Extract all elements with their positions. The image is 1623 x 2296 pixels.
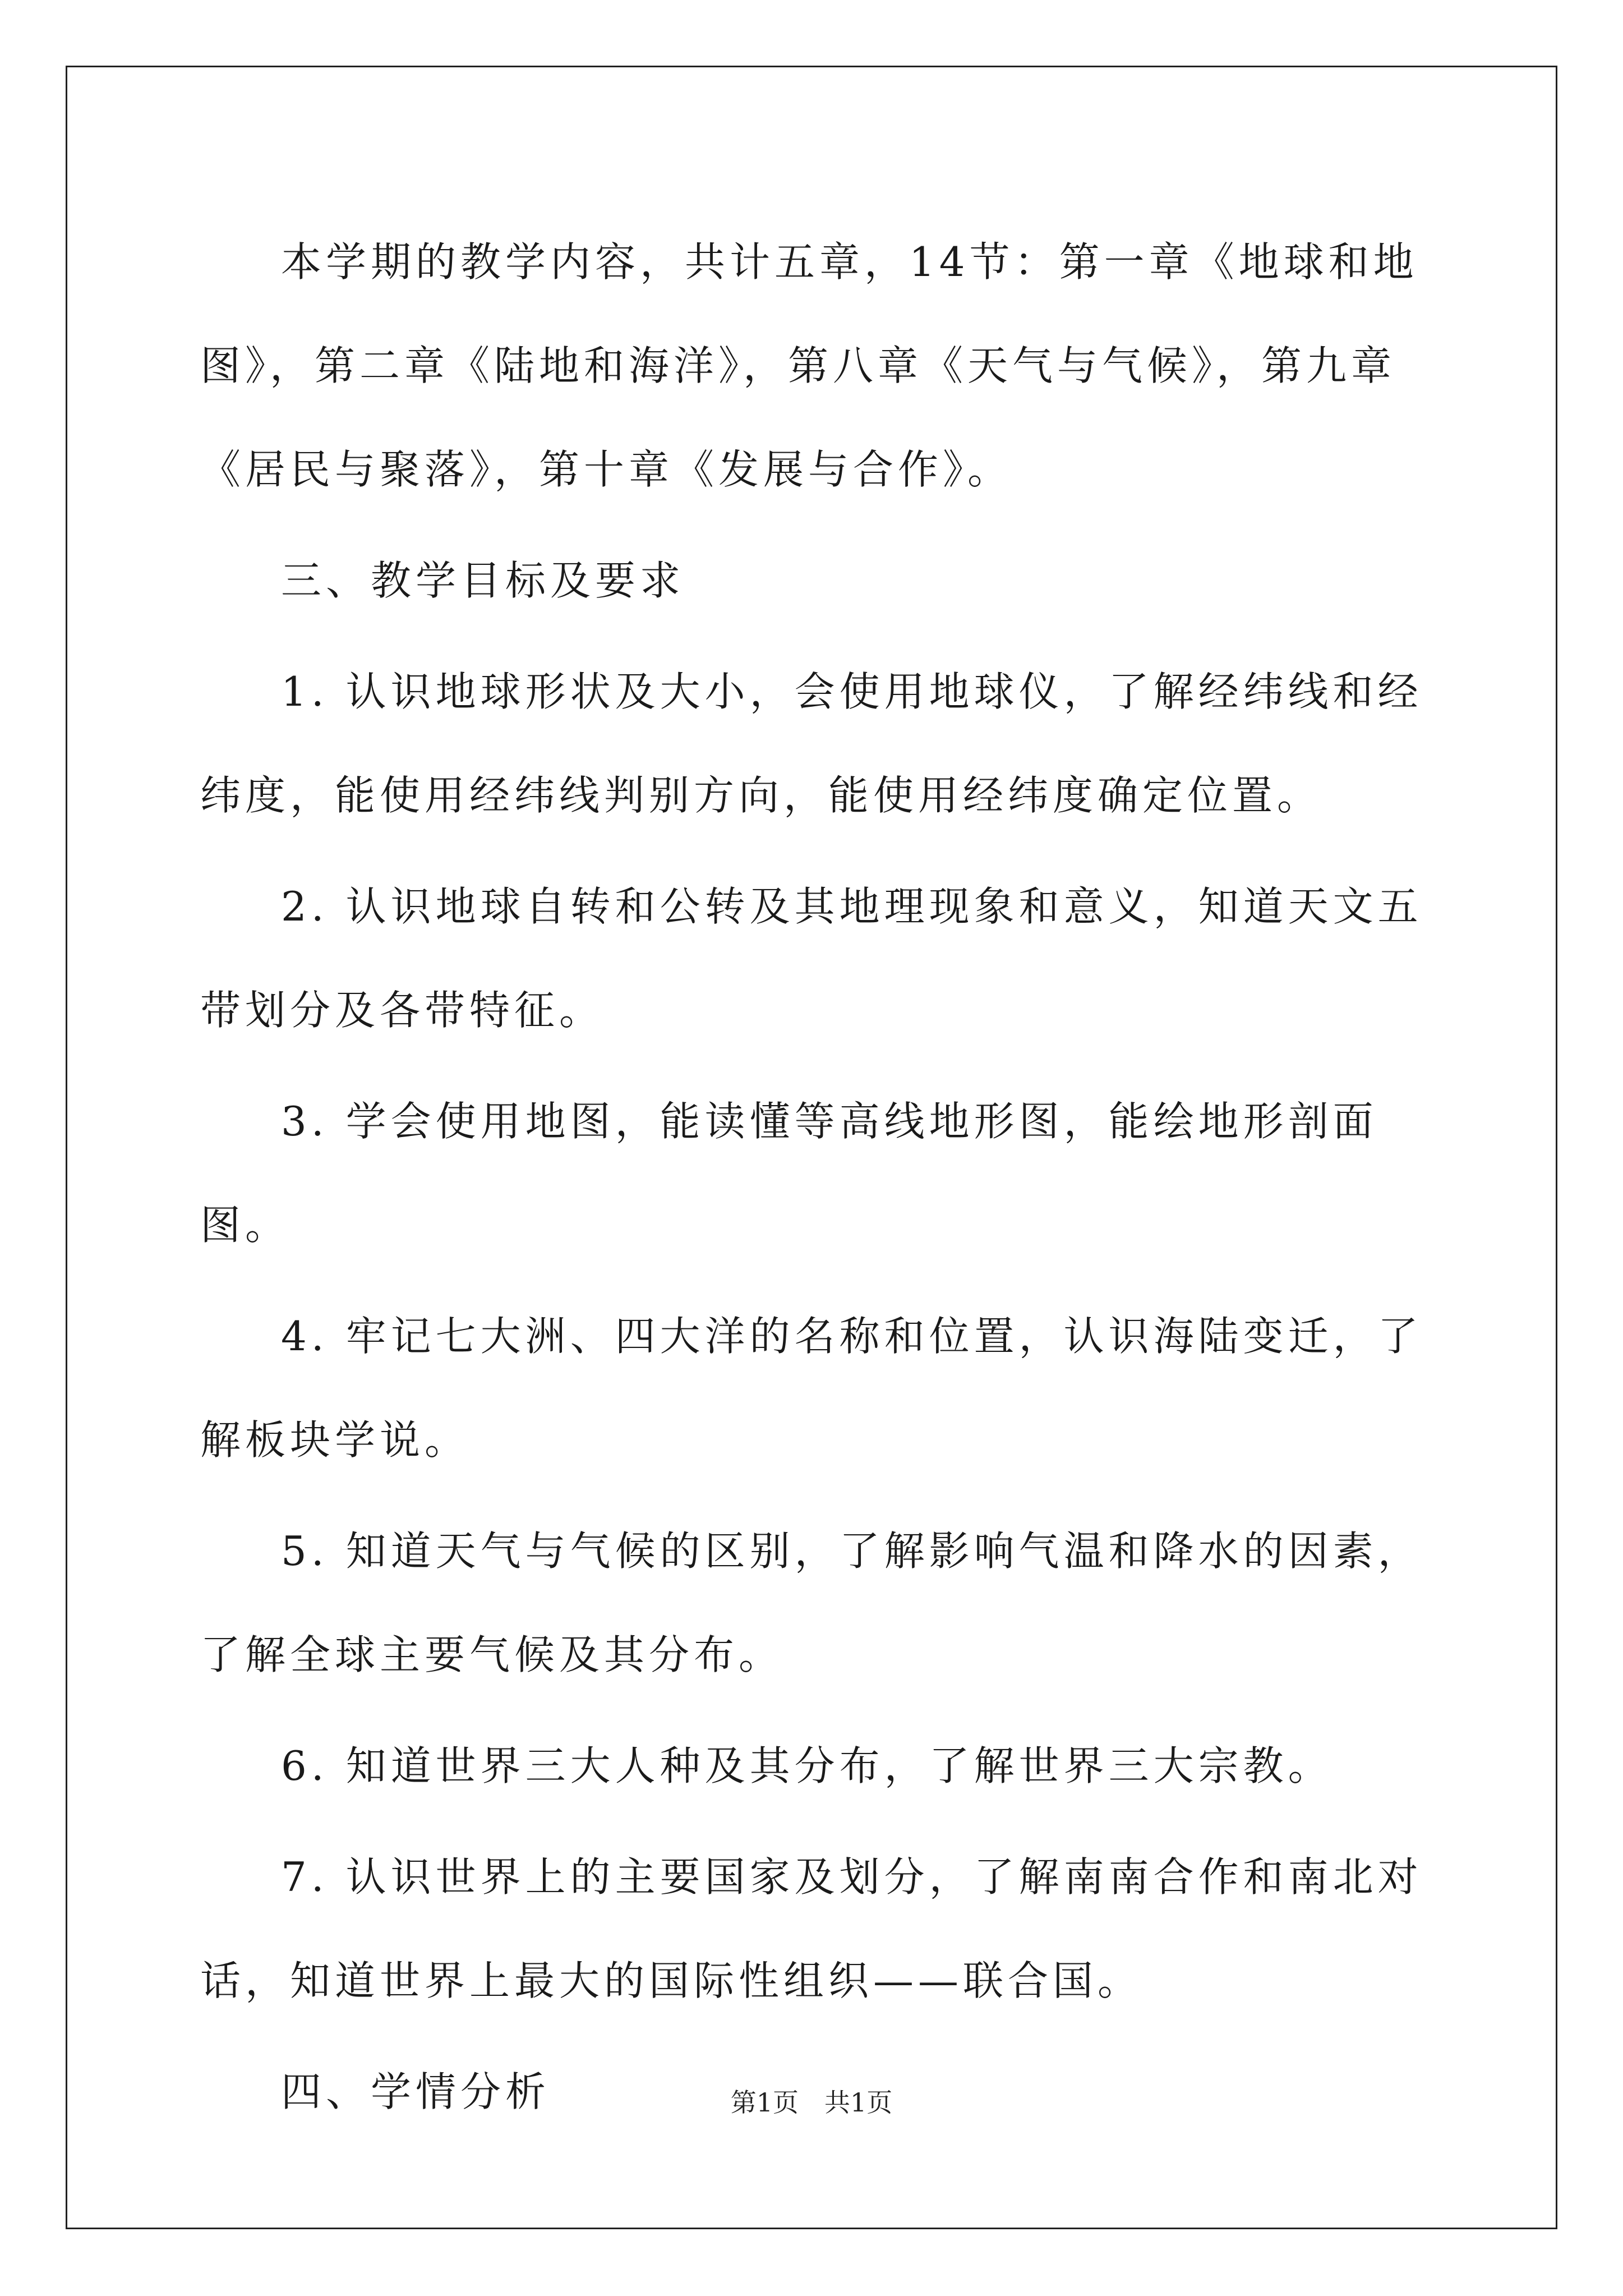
objective-item: 4. 牢记七大洲、四大洋的名称和位置，认识海陆变迁，了解板块学说。: [200, 1313, 1423, 1464]
page-total: 共1页: [824, 2087, 893, 2118]
objective-item: 1. 认识地球形状及大小，会使用地球仪，了解经纬线和经纬度，能使用经纬线判别方向，能使用经纬度确定位置。: [200, 668, 1423, 819]
objective-item: 6. 知道世界三大人种及其分布，了解世界三大宗教。: [281, 1742, 1333, 1789]
document-body: [200, 210, 1434, 2144]
heading-student-analysis: 四、学情分析: [281, 2068, 551, 2115]
paragraph-scope: 本学期的教学内容，共计五章，14节：第一章《地球和地图》，第二章《陆地和海洋》，第八章《天气与气候》，第九章《居民与聚落》，第十章《发展与合作》。: [200, 238, 1418, 493]
objective-item: 5. 知道天气与气候的区别，了解影响气温和降水的因素，了解全球主要气候及其分布。: [200, 1527, 1423, 1678]
objective-item: 7. 认识世界上的主要国家及划分，了解南南合作和南北对话，知道世界上最大的国际性组织——联合国。: [200, 1853, 1423, 2004]
heading-objectives: 三、教学目标及要求: [281, 557, 685, 604]
objective-item: 3. 学会使用地图，能读懂等高线地形图，能绘地形剖面图。: [200, 1098, 1378, 1249]
page-number: 第1页: [730, 2087, 799, 2118]
page-footer: [0, 2086, 1623, 2119]
objective-item: 2. 认识地球自转和公转及其地理现象和意义，知道天文五带划分及各带特征。: [200, 883, 1423, 1034]
